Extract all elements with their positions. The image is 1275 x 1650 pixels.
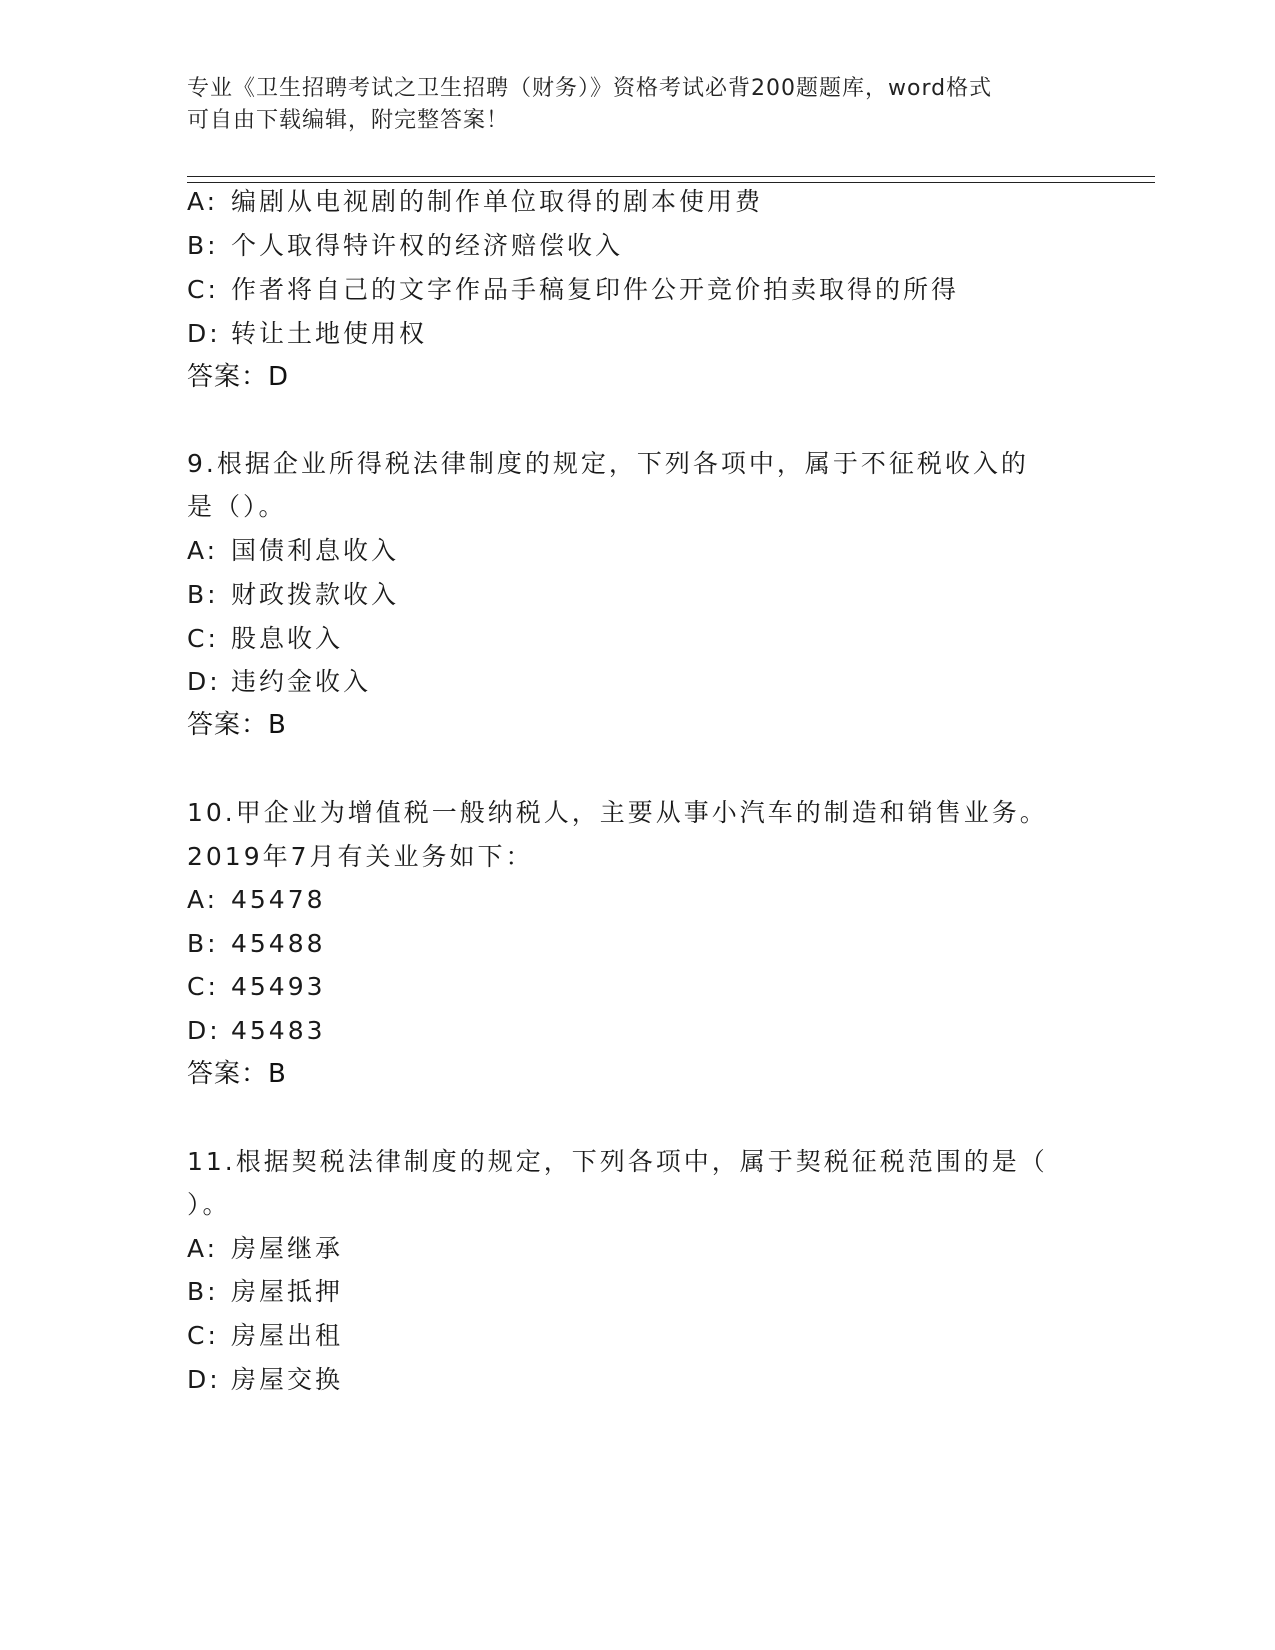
- q10-answer: 答案：B: [187, 1059, 287, 1089]
- q10-stem-line-1: 10.甲企业为增值税一般纳税人，主要从事小汽车的制造和销售业务。: [187, 798, 1048, 827]
- option-text: 45483: [231, 1016, 326, 1045]
- header-title-line-1: 专业《卫生招聘考试之卫生招聘（财务）》资格考试必背200题题库，word格式: [187, 76, 993, 101]
- option-text: 45493: [231, 972, 326, 1001]
- q10-option-b: [187, 929, 326, 959]
- q9-option-b: [187, 580, 399, 610]
- option-label: D:: [187, 1365, 221, 1394]
- option-text: 财政拨款收入: [231, 580, 400, 609]
- option-text: 房屋抵押: [231, 1277, 344, 1306]
- q11-option-b: [187, 1277, 343, 1307]
- option-label: D:: [187, 319, 221, 348]
- q11-option-d: [187, 1365, 343, 1395]
- option-text: 股息收入: [231, 624, 344, 653]
- option-text: 违约金收入: [231, 667, 372, 696]
- q8-option-c: [187, 275, 959, 305]
- option-text: 个人取得特许权的经济赔偿收入: [231, 231, 624, 260]
- q10-option-a: [187, 885, 326, 915]
- q9-option-d: [187, 667, 371, 697]
- header-divider-bottom: [187, 182, 1155, 183]
- option-label: C:: [187, 624, 219, 653]
- option-label: D:: [187, 667, 221, 696]
- option-label: A:: [187, 885, 219, 914]
- q11-stem-line-2: ）。: [187, 1190, 231, 1219]
- q8-option-b: [187, 231, 623, 261]
- option-label: A:: [187, 536, 219, 565]
- option-text: 作者将自己的文字作品手稿复印件公开竞价拍卖取得的所得: [231, 275, 960, 304]
- option-label: B:: [187, 1277, 219, 1306]
- option-text: 45488: [231, 929, 326, 958]
- option-text: 转让土地使用权: [231, 319, 428, 348]
- q9-answer: 答案：B: [187, 710, 287, 740]
- option-text: 房屋出租: [231, 1321, 344, 1350]
- q10-stem-line-2: 2019年7月有关业务如下：: [187, 842, 534, 871]
- q10-option-d: [187, 1016, 326, 1046]
- option-text: 国债利息收入: [231, 536, 400, 565]
- option-label: D:: [187, 1016, 221, 1045]
- q9-option-c: [187, 624, 343, 654]
- option-label: B:: [187, 929, 219, 958]
- q9-stem-line-2: 是（）。: [187, 492, 287, 521]
- option-text: 编剧从电视剧的制作单位取得的剧本使用费: [231, 187, 764, 216]
- header-divider-top: [187, 176, 1155, 177]
- option-label: B:: [187, 231, 219, 260]
- document-header: [187, 73, 1087, 137]
- option-text: 房屋继承: [231, 1234, 344, 1263]
- q9-option-a: [187, 536, 399, 566]
- option-label: C:: [187, 972, 219, 1001]
- q11-option-c: [187, 1321, 343, 1351]
- q11-stem-line-1: 11.根据契税法律制度的规定，下列各项中，属于契税征税范围的是（: [187, 1147, 1048, 1176]
- option-label: B:: [187, 580, 219, 609]
- option-label: A:: [187, 187, 219, 216]
- q8-option-a: [187, 187, 763, 217]
- option-text: 45478: [231, 885, 326, 914]
- option-text: 房屋交换: [231, 1365, 344, 1394]
- q9-stem-line-1: 9.根据企业所得税法律制度的规定，下列各项中，属于不征税收入的: [187, 449, 1029, 478]
- q10-option-c: [187, 972, 326, 1002]
- q8-option-d: [187, 319, 427, 349]
- header-title-line-2: 可自由下载编辑，附完整答案！: [187, 108, 510, 133]
- q11-option-a: [187, 1234, 343, 1264]
- option-label: C:: [187, 275, 219, 304]
- q8-answer: 答案：D: [187, 362, 290, 392]
- option-label: A:: [187, 1234, 219, 1263]
- option-label: C:: [187, 1321, 219, 1350]
